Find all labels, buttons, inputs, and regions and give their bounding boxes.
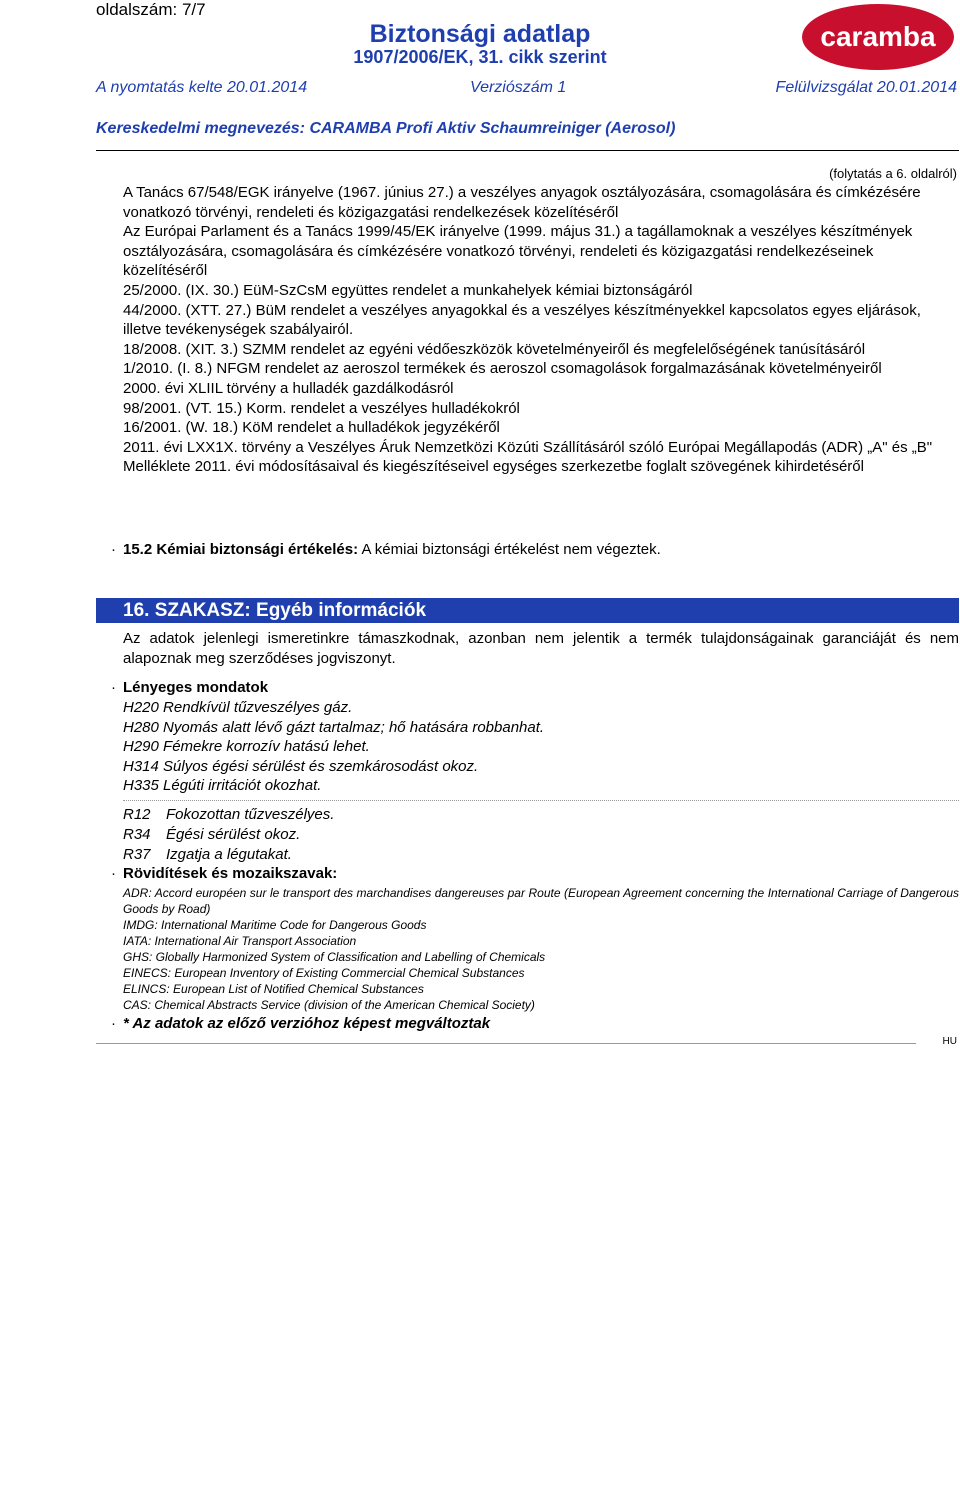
abbreviation-item: IMDG: International Maritime Code for Dangerous Goods xyxy=(123,918,427,932)
r-phrase-code: R37 xyxy=(123,846,151,863)
trade-name: Kereskedelmi megnevezés: CARAMBA Profi Aktiv Schaumreiniger (Aerosol) xyxy=(96,120,676,137)
page-number: oldalszám: 7/7 xyxy=(96,0,206,19)
changes-note: * Az adatok az előző verzióhoz képest megváltoztak xyxy=(123,1015,491,1032)
regulations-block xyxy=(123,183,959,477)
header-divider xyxy=(96,150,959,151)
chem-safety-text: A kémiai biztonsági értékelést nem végeztek. xyxy=(361,541,661,558)
bullet-dot: · xyxy=(111,1015,116,1032)
section-16-title: 16. SZAKASZ: Egyéb információk xyxy=(123,600,427,621)
language-code: HU xyxy=(942,1036,957,1047)
caramba-logo xyxy=(800,2,956,77)
h-phrase-item: H335 Légúti irritációt okozhat. xyxy=(123,777,322,794)
abbreviations-heading: Rövidítések és mozaikszavak: xyxy=(123,865,338,882)
print-date: A nyomtatás kelte 20.01.2014 xyxy=(96,79,308,96)
r-phrase-item xyxy=(123,846,292,863)
regulation-item: 2000. évi XLIIL törvény a hulladék gazdálkodásról xyxy=(123,379,454,397)
phrases-heading: Lényeges mondatok xyxy=(123,679,269,696)
regulation-item: 44/2000. (XTT. 27.) BüM rendelet a veszélyes anyagokkal és a veszélyes készítményekkel kapcsolatos egyes eljárások, illetve tevékenységek szabályairól. xyxy=(123,301,921,339)
revision-date: Felülvizsgálat 20.01.2014 xyxy=(775,79,957,96)
footer-divider xyxy=(96,1043,916,1044)
r-phrase-text: Izgatja a légutakat. xyxy=(166,846,292,863)
r-phrase-item xyxy=(123,826,300,843)
abbreviation-item: IATA: International Air Transport Association xyxy=(123,934,357,948)
section-16-intro: Az adatok jelenlegi ismeretinkre támaszkodnak, azonban nem jelentik a termék tulajdonságainak garanciáját és nem alapoznak meg szerződéses jogviszonyt. xyxy=(123,630,959,667)
document-subtitle: 1907/2006/EK, 31. cikk szerint xyxy=(353,47,607,67)
bullet-dot: · xyxy=(111,679,116,696)
r-phrase-text: Fokozottan tűzveszélyes. xyxy=(166,806,335,823)
regulation-item: 16/2001. (W. 18.) KöM rendelet a hulladékok jegyzékéről xyxy=(123,419,500,437)
regulation-item: Az Európai Parlament és a Tanács 1999/45/EK irányelve (1999. május 31.) a tagállamoknak a veszélyes készítmények osztályozására, csomagolására és címkézésére vonatkozó törvényi, rendeleti és közigazgatási rendelkezéseinek közelítéséről xyxy=(123,223,913,280)
h-phrase-item: H314 Súlyos égési sérülést és szemkárosodást okoz. xyxy=(123,758,479,775)
h-phrase-item: H280 Nyomás alatt lévő gázt tartalmaz; hő hatására robbanhat. xyxy=(123,719,545,736)
chem-safety-line xyxy=(123,541,661,558)
regulation-item: 1/2010. (I. 8.) NFGM rendelet az aeroszol termékek és aeroszol csomagolások forgalmazásának követelményeiről xyxy=(123,360,882,378)
abbreviation-item: CAS: Chemical Abstracts Service (division of the American Chemical Society) xyxy=(123,998,535,1012)
abbreviation-item: EINECS: European Inventory of Existing Commercial Chemical Substances xyxy=(123,966,525,980)
r-phrase-code: R34 xyxy=(123,826,151,843)
dotted-divider xyxy=(123,800,959,801)
logo-text: caramba xyxy=(820,21,936,52)
h-phrase-item: H290 Fémekre korrozív hatású lehet. xyxy=(123,738,370,755)
regulation-item: 2011. évi LXX1X. törvény a Veszélyes Áruk Nemzetközi Közúti Szállításáról szóló Európai Megállapodás (ADR) „A" és „B" Melléklete 2011. évi módosításaival és kiegészítéseivel egységes szerkezetbe foglalt szövegének kihirdetéséről xyxy=(123,438,933,476)
abbreviations-list xyxy=(123,885,959,1013)
r-phrase-code: R12 xyxy=(123,806,151,823)
r-phrase-item xyxy=(123,806,334,823)
version-number: Verziószám 1 xyxy=(470,79,567,96)
regulation-item: 98/2001. (VT. 15.) Korm. rendelet a veszélyes hulladékokról xyxy=(123,399,520,417)
document-title: Biztonsági adatlap xyxy=(369,20,591,48)
h-phrase-item: H220 Rendkívül tűzveszélyes gáz. xyxy=(123,699,353,716)
regulation-item: 25/2000. (IX. 30.) EüM-SzCsM együttes rendelet a munkahelyek kémiai biztonságáról xyxy=(123,281,693,299)
abbreviation-item: ADR: Accord européen sur le transport des marchandises dangereuses par Route (European Agreement concerning the International Carriage of Dangerous Goods by Road) xyxy=(123,886,959,916)
chem-safety-label: 15.2 Kémiai biztonsági értékelés: xyxy=(123,541,359,558)
bullet-dot: · xyxy=(111,865,116,882)
continuation-note: (folytatás a 6. oldalról) xyxy=(829,166,957,181)
regulation-item: A Tanács 67/548/EGK irányelve (1967. június 27.) a veszélyes anyagok osztályozására, csomagolására és címkézésére vonatkozó törvényi, rendeleti és közigazgatási rendelkezések közelítéséről xyxy=(123,184,921,221)
abbreviation-item: GHS: Globally Harmonized System of Classification and Labelling of Chemicals xyxy=(123,950,546,964)
r-phrase-text: Égési sérülést okoz. xyxy=(166,826,301,843)
abbreviation-item: ELINCS: European List of Notified Chemical Substances xyxy=(123,982,424,996)
bullet-dot: · xyxy=(111,541,116,558)
regulation-item: 18/2008. (XIT. 3.) SZMM rendelet az egyéni védőeszközök követelményeiről és megfelelőségének tanúsításáról xyxy=(123,340,866,358)
